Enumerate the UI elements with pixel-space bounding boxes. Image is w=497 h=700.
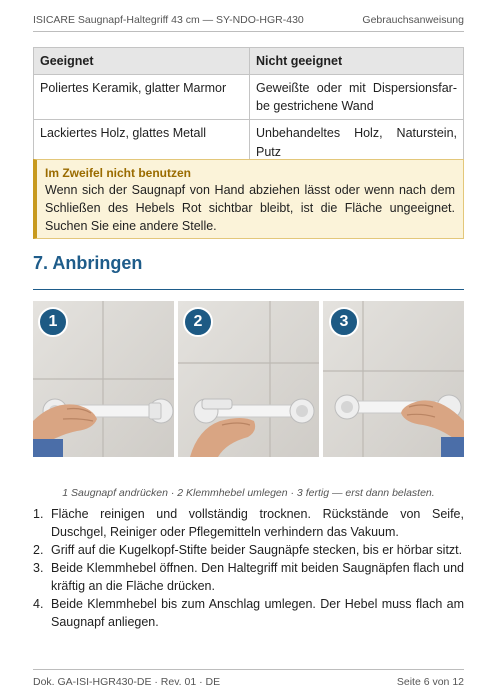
installation-steps-figure	[33, 301, 464, 457]
header-section: Gebrauchsanweisung	[362, 14, 464, 26]
warning-title: Im Zweifel nicht benutzen	[45, 166, 192, 180]
step-badge-3: 3	[329, 307, 359, 337]
section-divider	[33, 289, 464, 290]
list-number: 1.	[33, 507, 44, 521]
table-cell: Unbehandeltes Holz, Naturstein, Putz	[250, 120, 464, 165]
step-badge-2: 2	[183, 307, 213, 337]
list-text: Beide Klemmhebel bis zum Anschlag umlegen. Der Hebel muss flach am Saugnapf anliegen.	[51, 597, 464, 629]
list-item	[33, 505, 464, 541]
list-number: 2.	[33, 543, 44, 557]
list-number: 3.	[33, 561, 44, 575]
list-text: Beide Klemmhebel öffnen. Den Haltegriff mit beiden Saugnäpfen flach und kräftig an die Fläche drücken.	[51, 561, 464, 593]
instruction-list	[33, 505, 464, 631]
section-title: 7. Anbringen	[33, 253, 143, 273]
warning-text: Wenn sich der Saugnapf von Hand abziehen lässt oder wenn nach dem Schließen des Hebels Rot sichtbar bleibt, ist die Fläche ungeeignet. Suchen Sie eine andere Stelle.	[45, 183, 455, 233]
list-item	[33, 559, 464, 595]
figure-caption: 1 Saugnapf andrücken · 2 Klemmhebel umlegen · 3 fertig — erst dann belasten.	[62, 487, 435, 499]
table-cell: Geweißte oder mit Dispersionsfar-be gestrichene Wand	[250, 75, 464, 120]
page-header	[33, 14, 464, 32]
header-product: ISICARE Saugnapf-Haltegriff 43 cm — SY-NDO-HGR-430	[33, 14, 304, 26]
page-footer	[33, 669, 464, 688]
list-number: 4.	[33, 597, 44, 611]
list-text: Griff auf die Kugelkopf-Stifte beider Saugnäpfe stecken, bis er hörbar sitzt.	[51, 543, 463, 557]
table-row	[34, 75, 464, 120]
table-cell: Poliertes Keramik, glatter Marmor	[34, 75, 250, 120]
list-item	[33, 541, 464, 559]
table-header-row	[34, 48, 464, 75]
column-header-unsuitable: Nicht geeignet	[250, 48, 464, 75]
footer-page-number: Seite 6 von 12	[396, 676, 464, 688]
footer-doc-id: Dok. GA-ISI-HGR430-DE · Rev. 01 · DE	[33, 676, 221, 688]
step-badge-1: 1	[38, 307, 68, 337]
warning-box	[33, 159, 464, 239]
list-item	[33, 595, 464, 631]
list-text: Fläche reinigen und vollständig trocknen. Rückstände von Seife, Duschgel, Reiniger oder Pflegemitteln verhindern das Vakuum.	[51, 507, 464, 539]
table-cell: Lackiertes Holz, glattes Metall	[34, 120, 250, 165]
suitability-table	[33, 47, 464, 166]
column-header-suitable: Geeignet	[34, 48, 250, 75]
